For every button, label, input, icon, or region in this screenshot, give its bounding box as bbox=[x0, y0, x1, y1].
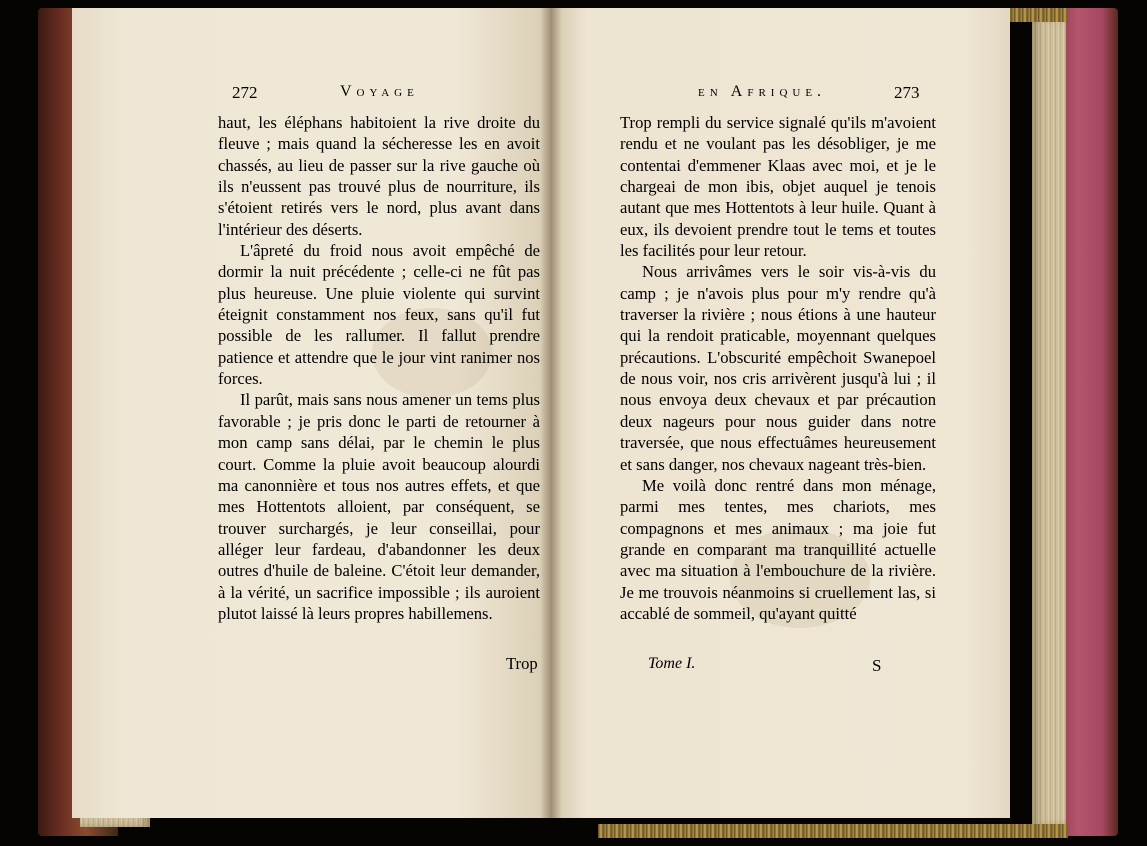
right-page-number: 273 bbox=[894, 83, 920, 102]
right-running-title-wrap bbox=[698, 83, 826, 105]
signature-title: Tome I. bbox=[648, 655, 696, 672]
left-running-title-wrap bbox=[340, 83, 419, 105]
left-catchword: Trop bbox=[506, 654, 538, 673]
right-running-head bbox=[894, 83, 920, 105]
left-paragraph-3: Il parût, mais sans nous amener un tems plus favorable ; je pris donc le parti de retourner à mon camp sans délai, par le chemin le plus court. Comme la pluie avoit beaucoup alourdi ma canonnière et tous nos autres effets, et que mes Hottentots alloient, par conséquent, se trouver surchargés, je leur conseillai, pour alléger leur fardeau, d'abandonner les deux outres d'huile de baleine. C'étoit leur demander, à la vérité, un sacrifice impossible ; ils auroient plutot laissé là leurs propres habillemens. bbox=[218, 390, 540, 623]
left-running-head bbox=[232, 83, 258, 105]
right-paragraph-3: Me voilà donc rentré dans mon ménage, parmi mes tentes, mes chariots, mes compagnons et mes animaux ; ma joie fut grande en comparant ma tranquillité actuelle avec ma situation à l'embouchure de la rivière. Je me trouvois néanmoins si cruellement las, si accablé de sommeil, qu'ayant quitté bbox=[620, 475, 936, 623]
right-running-title: en Afrique. bbox=[698, 83, 827, 100]
left-paragraph-2: L'âpreté du froid nous avoit empêché de dormir la nuit précédente ; celle-ci ne fût pas plus heureuse. Une pluie violente qui survint éteignit constamment nos feux, sans qu'il fut possible de les rallumer. Il fallut prendre patience et attendre que le jour vint ranimer nos forces. bbox=[218, 241, 540, 389]
left-paragraph-1: haut, les éléphans habitoient la rive droite du fleuve ; mais quand la sécheresse les en avoit chassés, au lieu de passer sur la rive gauche où ils n'eussent pas trouvé plus de nourriture, ils s'étoient retirés vers le nord, plus avant dans l'intérieur des déserts. bbox=[218, 113, 540, 239]
right-page-edges bbox=[1032, 18, 1066, 826]
left-page-number: 272 bbox=[232, 83, 258, 102]
gilt-bottom-edge bbox=[598, 824, 1068, 838]
left-body-text bbox=[218, 112, 540, 624]
signature-letter: S bbox=[872, 656, 882, 675]
right-body-text bbox=[620, 112, 936, 624]
right-paragraph-2: Nous arrivâmes vers le soir vis-à-vis du camp ; je n'avois plus pour m'y rendre qu'à traverser la rivière ; nous étions à une hauteur qui la rendoit praticable, moyennant quelques précautions. L'obscurité empêchoit Swanepoel de nous voir, nos cris arrivèrent jusqu'à lui ; il nous envoya deux chevaux et par précaution deux nageurs pour nous guider dans notre traversée, que nous effectuâmes heureusement et sans danger, nos chevaux nageant très-bien. bbox=[620, 262, 936, 474]
book-gutter bbox=[540, 8, 562, 818]
right-paragraph-1: Trop rempli du service signalé qu'ils m'avoient rendu et ne voulant pas les désobliger, je me contentai d'emmener Klaas avec moi, et je le chargeai de mon ibis, objet auquel je tenois autant que mes Hottentots à leur huile. Quant à eux, ils devoient prendre tout le tems et toutes les facilités pour leur retour. bbox=[620, 113, 936, 261]
left-running-title: Voyage bbox=[340, 83, 419, 100]
